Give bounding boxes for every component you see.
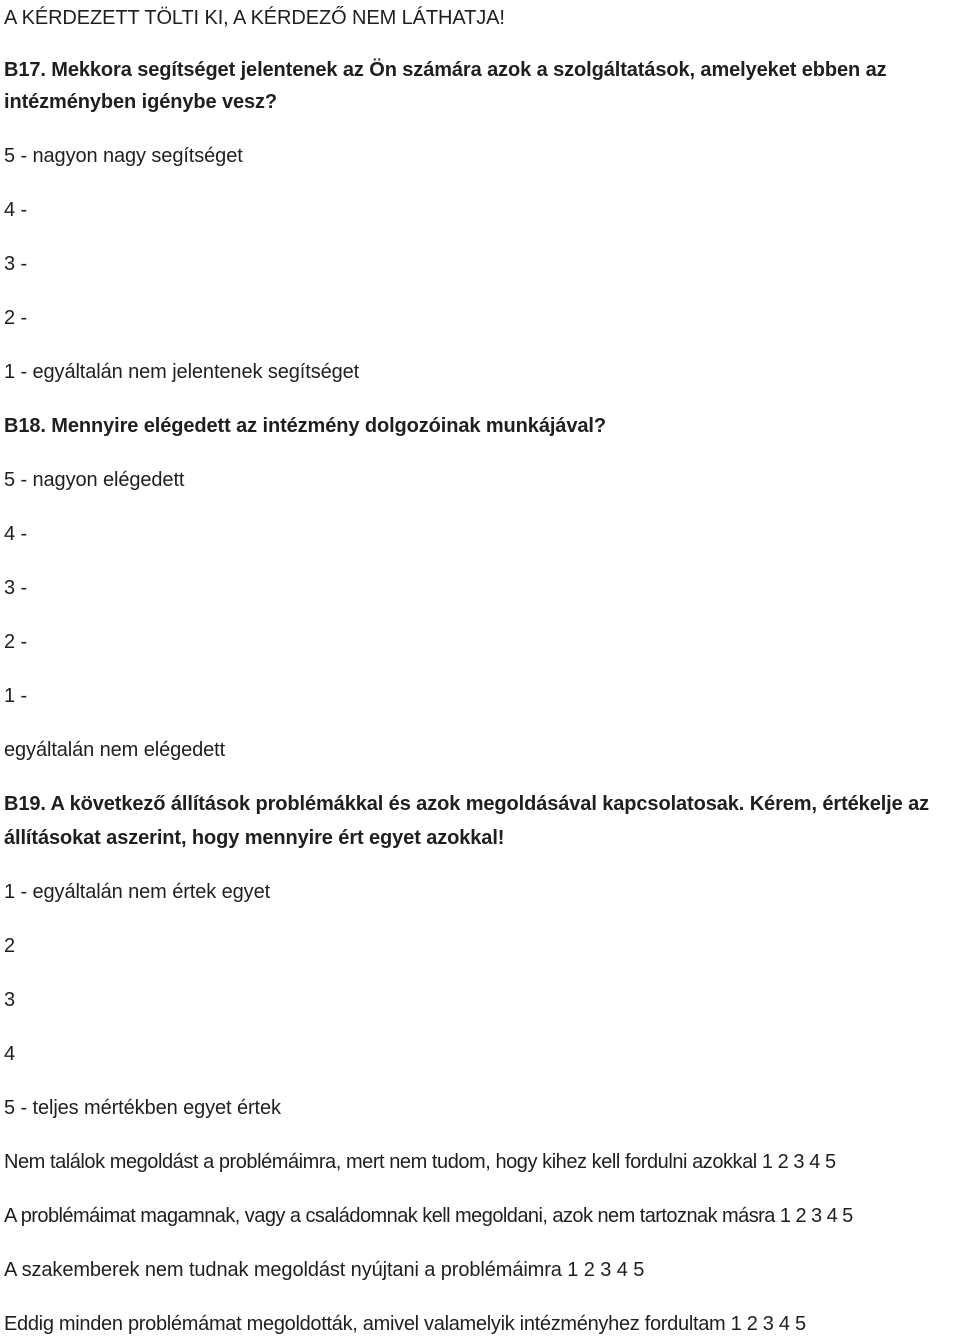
b18-question: B18. Mennyire elégedett az intézmény dolgozóinak munkájával? [4,415,606,437]
b18-option-1-label: egyáltalán nem elégedett [4,739,226,761]
b19-scale-2: 2 [4,935,16,957]
b17-option-4[interactable]: 4 - [4,199,28,221]
b19-statement-1[interactable]: Nem találok megoldást a problémáimra, mert nem tudom, hogy kihez kell fordulni azokkal 1 2 3 4 5 [4,1151,836,1173]
b18-option-4[interactable]: 4 - [4,523,28,545]
b19-scale-3: 3 [4,989,16,1011]
b18-option-3[interactable]: 3 - [4,577,28,599]
b19-question-line-1: B19. A következő állítások problémákkal és azok megoldásával kapcsolatosak. Kérem, értékelje az [4,793,930,815]
b19-statement-2[interactable]: A problémáimat magamnak, vagy a családomnak kell megoldani, azok nem tartoznak másra 1 2 3 4 5 [4,1205,853,1227]
b18-option-1[interactable]: 1 - [4,685,28,707]
b17-option-2[interactable]: 2 - [4,307,28,329]
b17-question-line-1: B17. Mekkora segítséget jelentenek az Ön számára azok a szolgáltatások, amelyeket ebben az [4,59,887,81]
b19-scale-1: 1 - egyáltalán nem értek egyet [4,881,271,903]
b17-option-1[interactable]: 1 - egyáltalán nem jelentenek segítséget [4,361,360,383]
header-instruction: A KÉRDEZETT TÖLTI KI, A KÉRDEZŐ NEM LÁTHATJA! [4,7,505,29]
b17-question-line-2: intézményben igénybe vesz? [4,91,278,113]
b19-scale-5: 5 - teljes mértékben egyet értek [4,1097,281,1119]
b19-question-line-2: állításokat aszerint, hogy mennyire ért egyet azokkal! [4,827,505,849]
b19-statement-3[interactable]: A szakemberek nem tudnak megoldást nyújtani a problémáimra 1 2 3 4 5 [4,1259,645,1281]
b19-statement-4[interactable]: Eddig minden problémámat megoldották, amivel valamelyik intézményhez fordultam 1 2 3 4 5 [4,1313,806,1335]
b18-option-2[interactable]: 2 - [4,631,28,653]
b18-option-5[interactable]: 5 - nagyon elégedett [4,469,185,491]
b17-option-3[interactable]: 3 - [4,253,28,275]
b19-scale-4: 4 [4,1043,16,1065]
b17-option-5[interactable]: 5 - nagyon nagy segítséget [4,145,243,167]
